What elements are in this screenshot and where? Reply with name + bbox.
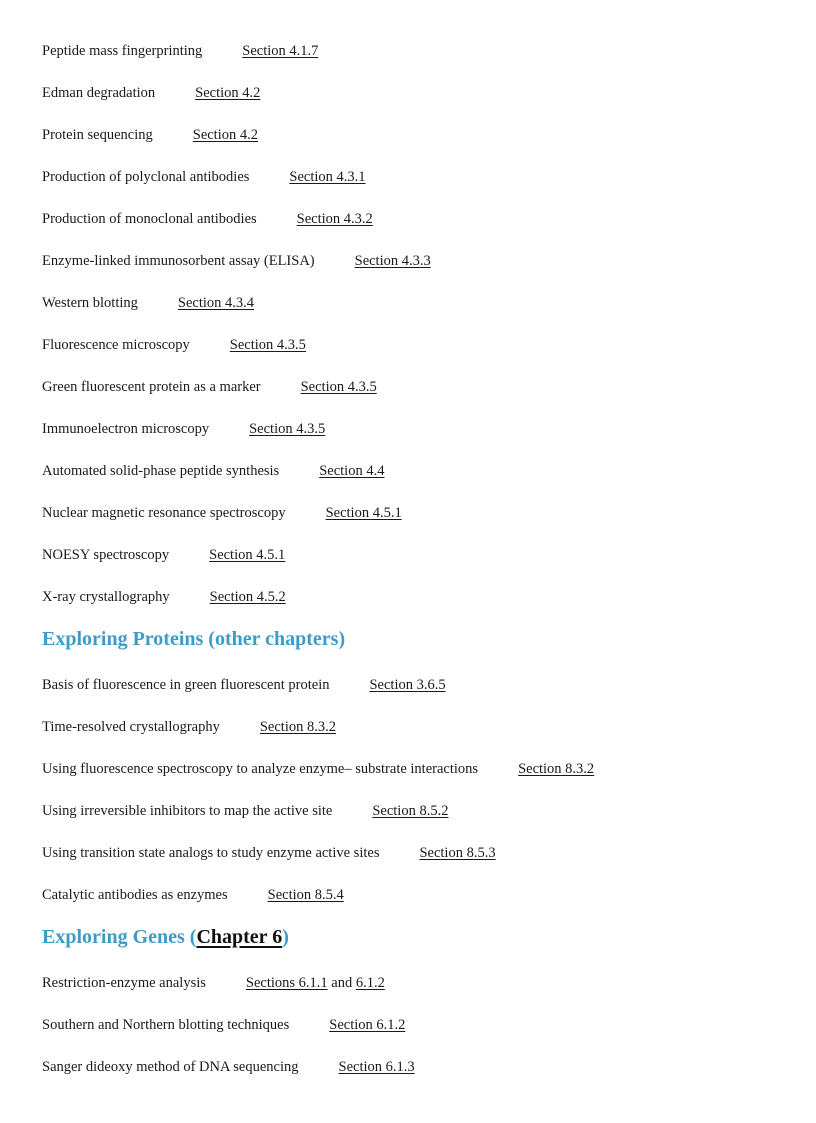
entry-label: Restriction-enzyme analysis	[42, 975, 206, 991]
entry-label: Immunoelectron microscopy	[42, 421, 210, 437]
entry-label: Green fluorescent protein as a marker	[42, 379, 261, 395]
list-item	[42, 546, 285, 564]
entry-label: Protein sequencing	[42, 127, 153, 143]
section-link[interactable]: Section 3.6.5	[369, 677, 446, 693]
entry-label: Using fluorescence spectroscopy to analyze enzyme– substrate interactions	[42, 761, 479, 777]
list-item	[42, 588, 286, 606]
list-item	[42, 802, 448, 820]
list-item	[42, 210, 373, 228]
section-link[interactable]: Section 6.1.3	[338, 1059, 415, 1075]
section-link[interactable]: Section 8.5.4	[267, 887, 344, 903]
list-item	[42, 676, 446, 694]
list-item	[42, 252, 431, 270]
list-item	[42, 974, 385, 992]
list-item	[42, 336, 306, 354]
section-link[interactable]: Section 4.3.5	[249, 421, 326, 437]
list-item	[42, 420, 325, 438]
section-link[interactable]: Section 4.3.4	[177, 295, 255, 311]
section-link[interactable]: Section 4.3.5	[300, 379, 377, 395]
entry-label: X-ray crystallography	[42, 589, 170, 605]
section-link[interactable]: Section 8.5.3	[419, 845, 496, 861]
entry-label: Western blotting	[42, 295, 138, 311]
entry-label: Basis of fluorescence in green fluorescent protein	[42, 677, 330, 693]
list-item	[42, 168, 366, 186]
entry-label: Using irreversible inhibitors to map the active site	[42, 803, 333, 819]
section-link[interactable]: Section 4.5.1	[209, 547, 286, 563]
section-heading-genes	[42, 925, 289, 949]
list-item	[42, 504, 402, 522]
section-heading: Exploring Proteins (other chapters)	[42, 628, 346, 650]
section-link[interactable]: Section 4.1.7	[242, 43, 319, 59]
section-link[interactable]: Section 4.3.5	[229, 337, 306, 353]
list-item	[42, 844, 496, 862]
heading-suffix: )	[282, 926, 289, 948]
entry-label: Using transition state analogs to study enzyme active sites	[42, 845, 380, 861]
section-link[interactable]: Section 4.5.2	[209, 589, 286, 605]
entry-label: Peptide mass fingerprinting	[42, 43, 203, 59]
entry-label: Production of polyclonal antibodies	[42, 169, 250, 185]
section-link[interactable]: Section 4.5.1	[325, 505, 402, 521]
section-link[interactable]: 6.1.2	[355, 975, 385, 991]
section-link[interactable]: Section 8.3.2	[518, 761, 595, 777]
list-item	[42, 1058, 415, 1076]
list-item	[42, 462, 384, 480]
section-link[interactable]: Section 4.2	[195, 85, 261, 101]
list-item	[42, 126, 258, 144]
entry-label: Edman degradation	[42, 85, 156, 101]
section-link[interactable]: Sections 6.1.1	[245, 975, 328, 991]
list-item	[42, 760, 594, 778]
entry-label: Sanger dideoxy method of DNA sequencing	[42, 1059, 299, 1075]
entry-label: NOESY spectroscopy	[42, 547, 170, 563]
entry-label: Southern and Northern blotting techniques	[42, 1017, 290, 1033]
section-link[interactable]: Section 8.5.2	[372, 803, 449, 819]
list-item	[42, 378, 377, 396]
link-joiner: and	[331, 975, 353, 991]
entry-label: Enzyme-linked immunosorbent assay (ELISA)	[42, 253, 315, 269]
list-item	[42, 294, 254, 312]
list-item	[42, 42, 318, 60]
list-item	[42, 84, 260, 102]
entry-label: Time-resolved crystallography	[42, 719, 220, 735]
section-link[interactable]: Section 6.1.2	[329, 1017, 406, 1033]
section-link[interactable]: Section 4.2	[192, 127, 258, 143]
entry-label: Automated solid-phase peptide synthesis	[42, 463, 280, 479]
heading-prefix: Exploring Genes (	[42, 926, 197, 948]
section-link[interactable]: Section 4.3.2	[296, 211, 373, 227]
list-item	[42, 718, 336, 736]
section-link[interactable]: Section 4.4	[319, 463, 385, 479]
list-item	[42, 886, 344, 904]
entry-label: Catalytic antibodies as enzymes	[42, 887, 228, 903]
section-link[interactable]: Section 4.3.3	[354, 253, 431, 269]
section-link[interactable]: Section 8.3.2	[259, 719, 336, 735]
entry-label: Nuclear magnetic resonance spectroscopy	[42, 505, 286, 521]
chapter-link[interactable]: Chapter 6	[196, 926, 283, 948]
entry-label: Production of monoclonal antibodies	[42, 211, 257, 227]
entry-label: Fluorescence microscopy	[42, 337, 190, 353]
list-item	[42, 1016, 405, 1034]
section-link[interactable]: Section 4.3.1	[289, 169, 366, 185]
